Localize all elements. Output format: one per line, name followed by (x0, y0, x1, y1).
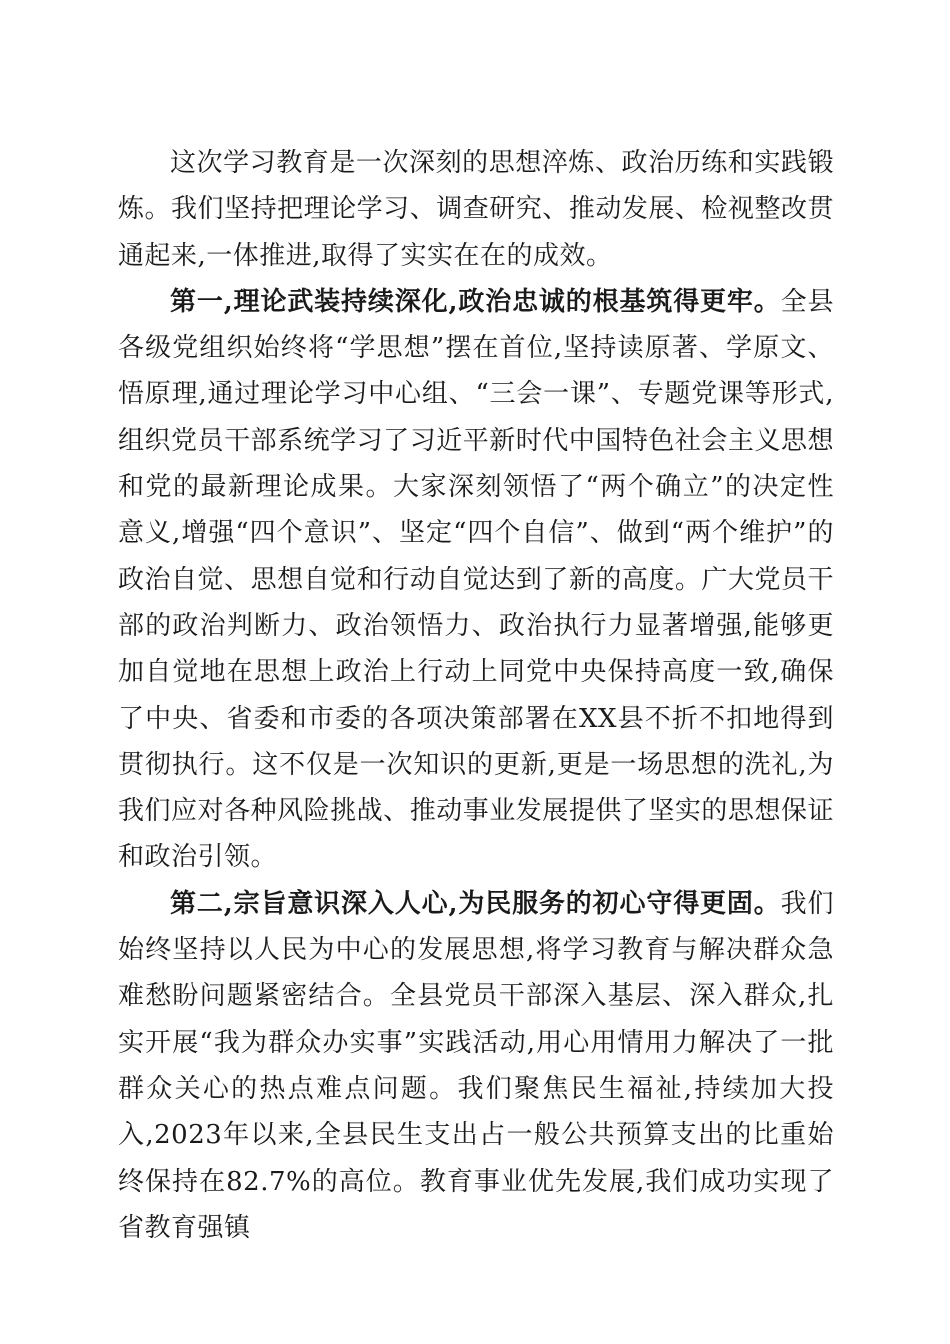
paragraph-text: 这次学习教育是一次深刻的思想淬炼、政治历练和实践锻炼。我们坚持把理论学习、调查研究、推动发展、检视整改贯通起来,一体推进,取得了实实在在的成效。 (118, 148, 834, 271)
paragraph-lead: 第二,宗旨意识深入人心,为民服务的初心守得更固。 (170, 888, 781, 919)
paragraph-text: 全县各级党组织始终将“学思想”摆在首位,坚持读原著、学原文、悟原理,通过理论学习中心组、“三会一课”、专题党课等形式,组织党员干部系统学习了习近平新时代中国特色社会主义思想和党的最新理论成果。大家深刻领悟了“两个确立”的决定性意义,增强“四个意识”、坚定“四个自信”、做到“两个维护”的政治自觉、思想自觉和行动自觉达到了新的高度。广大党员干部的政治判断力、政治领悟力、政治执行力显著增强,能够更加自觉地在思想上政治上行动上同党中央保持高度一致,确保了中央、省委和市委的各项决策部署在XX县不折不扣地得到贯彻执行。这不仅是一次知识的更新,更是一场思想的洗礼,为我们应对各种风险挑战、推动事业发展提供了坚实的思想保证和政治引领。 (118, 286, 834, 873)
paragraph-first-point (118, 279, 834, 881)
paragraph-second-point (118, 881, 834, 1251)
paragraph-lead: 第一,理论武装持续深化,政治忠诚的根基筑得更牢。 (170, 286, 781, 317)
paragraph-intro (118, 140, 834, 279)
body-text (118, 140, 834, 1251)
paragraph-text: 我们始终坚持以人民为中心的发展思想,将学习教育与解决群众急难愁盼问题紧密结合。全县党员干部深入基层、深入群众,扎实开展“我为群众办实事”实践活动,用心用情用力解决了一批群众关心的热点难点问题。我们聚焦民生福祉,持续加大投入,2023年以来,全县民生支出占一般公共预算支出的比重始终保持在82.7%的高位。教育事业优先发展,我们成功实现了省教育强镇 (118, 888, 834, 1243)
